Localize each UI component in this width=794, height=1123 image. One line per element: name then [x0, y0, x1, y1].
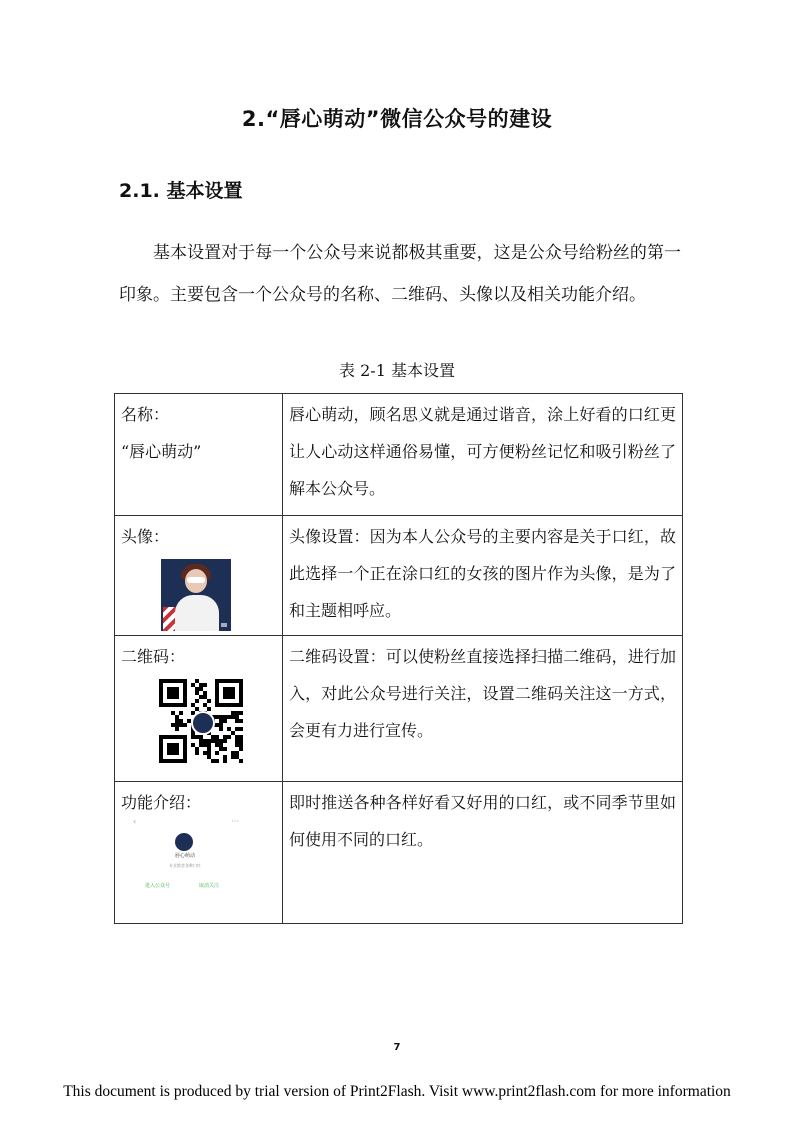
more-icon: ··· [231, 817, 239, 826]
function-description: 即时推送各种各样好看又好用的口红，或不同季节里如何使用不同的口红。 [283, 782, 683, 924]
table-cell-label [115, 394, 283, 516]
table-cell-label [115, 516, 283, 636]
table-row [115, 636, 683, 782]
table-row [115, 516, 683, 636]
section-title: 2.1. 基本设置 [119, 180, 243, 202]
table-row [115, 394, 683, 516]
avatar [175, 833, 193, 851]
chapter-title: 2.“唇心萌动”微信公众号的建设 [241, 107, 553, 131]
name-value: “唇心萌动” [121, 442, 202, 461]
qr-code-image [159, 679, 243, 763]
table-cell-label [115, 782, 283, 924]
basic-settings-table [114, 393, 683, 924]
name-label: 名称： [121, 405, 170, 424]
table-caption: 表 2-1 基本设置 [339, 361, 455, 380]
function-label: 功能介绍： [121, 793, 202, 812]
qrcode-description: 二维码设置：可以使粉丝直接选择扫描二维码，进行加入，对此公众号进行关注，设置二维码关注这一方式，会更有力进行宣传。 [283, 636, 683, 782]
account-description: 专业推荐各种口红 [169, 863, 201, 868]
account-name: 唇心萌动 [174, 853, 195, 859]
trial-watermark: This document is produced by trial version of Print2Flash. Visit www.print2flash.com for more information [63, 1083, 731, 1100]
table-cell-label [115, 636, 283, 782]
avatar-label: 头像： [121, 527, 170, 546]
page-number: 7 [393, 1042, 401, 1053]
function-intro-screenshot [129, 817, 241, 921]
avatar-image [161, 559, 231, 631]
avatar-description: 头像设置：因为本人公众号的主要内容是关于口红，故此选择一个正在涂口红的女孩的图片作为头像，是为了和主题相呼应。 [283, 516, 683, 636]
enter-account-button: 进入公众号 [145, 883, 171, 889]
unfollow-button: 取消关注 [199, 883, 220, 889]
name-description: 唇心萌动，顾名思义就是通过谐音，涂上好看的口红更让人心动这样通俗易懂，可方便粉丝记忆和吸引粉丝了解本公众号。 [283, 394, 683, 516]
intro-paragraph: 基本设置对于每一个公众号来说都极其重要，这是公众号给粉丝的第一印象。主要包含一个公众号的名称、二维码、头像以及相关功能介绍。 [119, 243, 681, 305]
back-icon: ‹ [133, 817, 137, 826]
table-row [115, 782, 683, 924]
qrcode-label: 二维码： [121, 647, 186, 666]
